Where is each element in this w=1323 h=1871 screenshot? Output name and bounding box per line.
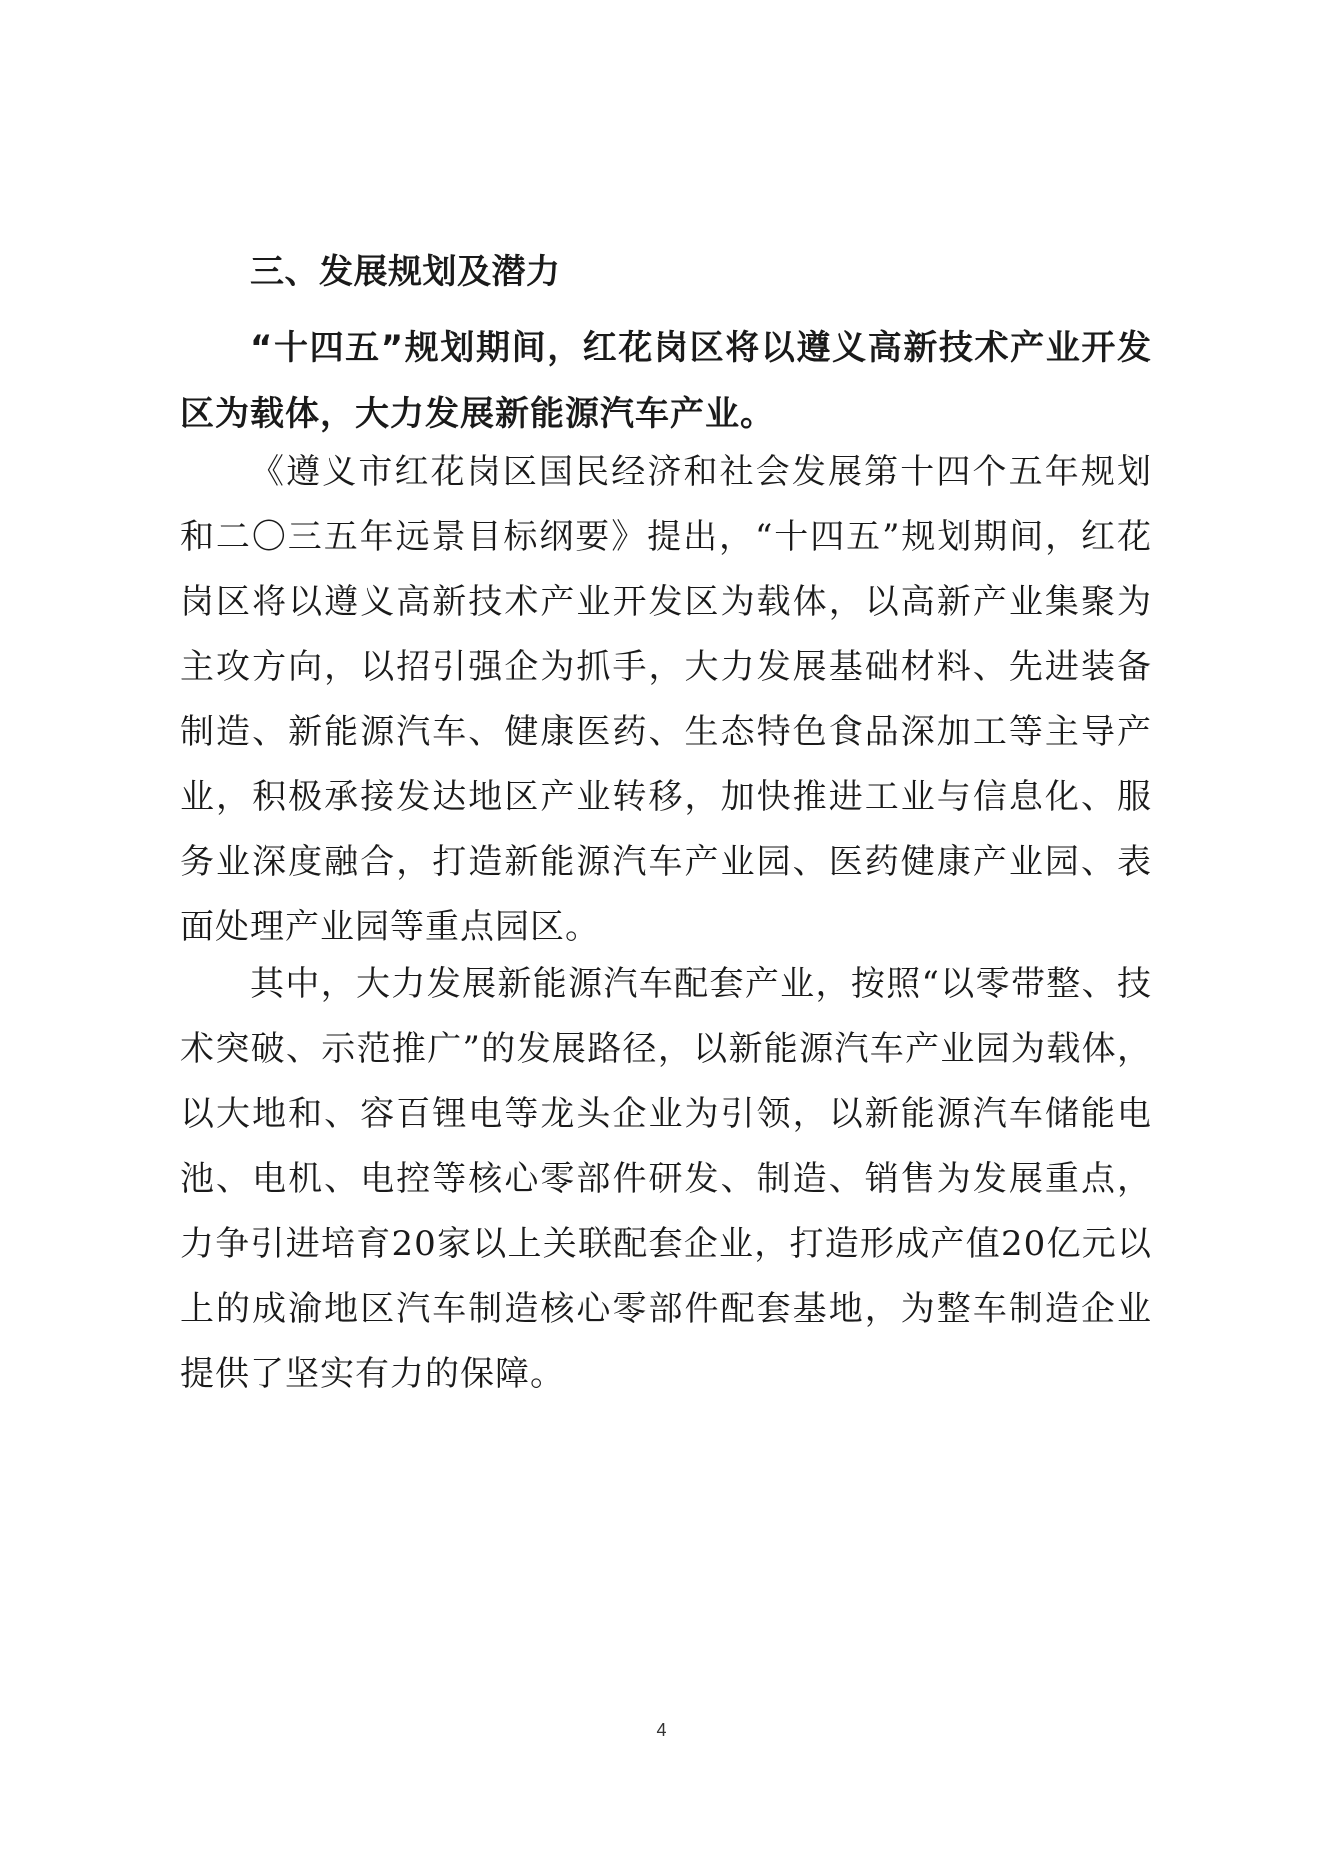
body-paragraph-2: 其中，大力发展新能源汽车配套产业，按照“以零带整、技术突破、示范推广”的发展路径，以新能源汽车产业园为载体，以大地和、容百锂电等龙头企业为引领，以新能源汽车储能电池、电机、电控等核心零部件研发、制造、销售为发展重点，力争引进培育20家以上关联配套企业，打造形成产值20亿元以上的成渝地区汽车制造核心零部件配套基地，为整车制造企业提供了坚实有力的保障。 [180, 964, 1152, 1394]
section-heading: 三、发展规划及潜力 [250, 252, 561, 292]
body-paragraph-1: 《遵义市红花岗区国民经济和社会发展第十四个五年规划和二〇三五年远景目标纲要》提出，“十四五”规划期间，红花岗区将以遵义高新技术产业开发区为载体，以高新产业集聚为主攻方向，以招引强企为抓手，大力发展基础材料、先进装备制造、新能源汽车、健康医药、生态特色食品深加工等主导产业，积极承接发达地区产业转移，加快推进工业与信息化、服务业深度融合，打造新能源汽车产业园、医药健康产业园、表面处理产业园等重点园区。 [180, 452, 1152, 947]
lead-paragraph: “十四五”规划期间，红花岗区将以遵义高新技术产业开发区为载体，大力发展新能源汽车产业。 [180, 328, 1152, 434]
page-number: 4 [656, 1720, 667, 1740]
